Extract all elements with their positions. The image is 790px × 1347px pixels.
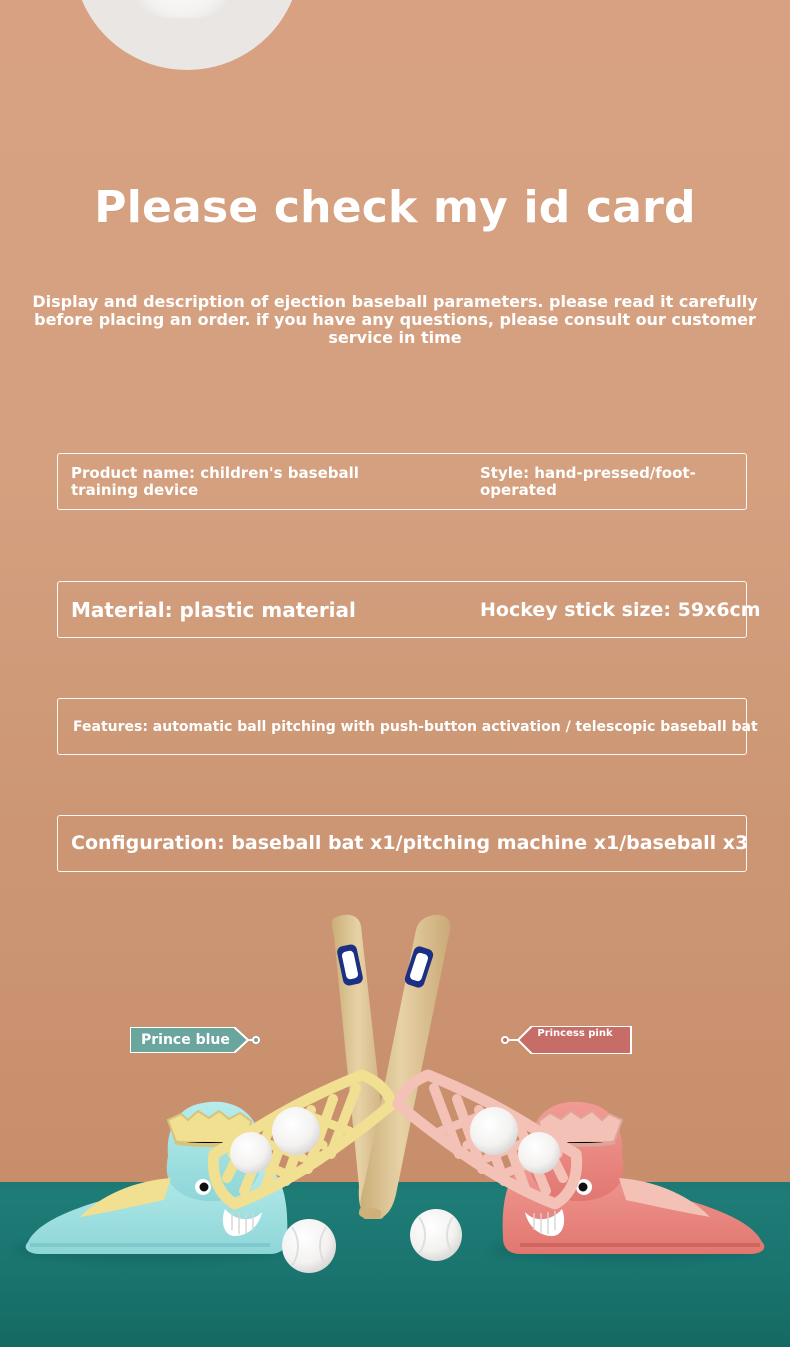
baseball-icon	[272, 1107, 320, 1155]
info-card-material-size	[57, 581, 761, 638]
baseball-icon	[470, 1107, 518, 1155]
info-card-features	[57, 698, 758, 755]
label-princess-pink-text: Princess pink	[537, 1028, 613, 1039]
size-text: Hockey stick size: 59x6cm	[480, 599, 761, 621]
label-prince-blue	[130, 1027, 261, 1053]
baseball-icon	[122, 0, 242, 18]
features-text: Features: automatic ball pitching with push-button activation / telescopic baseball bat	[73, 719, 758, 735]
baseball-icon	[410, 1209, 462, 1261]
material-text: Material: plastic material	[71, 598, 356, 622]
info-card-product-style	[57, 453, 747, 510]
info-card-configuration	[57, 815, 747, 872]
product-illustration	[0, 890, 790, 1347]
label-prince-blue-text: Prince blue	[141, 1032, 230, 1048]
top-partial-ball	[73, 0, 301, 70]
baseball-icon	[230, 1132, 272, 1174]
baseball-icon	[518, 1132, 560, 1174]
product-name-text: Product name: children's baseball training device	[71, 464, 359, 499]
pitching-machine-blue-icon	[26, 1075, 392, 1254]
page-title: Please check my id card	[94, 182, 696, 233]
product-scene	[0, 890, 790, 1347]
label-princess-pink	[498, 1026, 634, 1054]
intro-text: Display and description of ejection baseball parameters. please read it carefully before placing an order. if you have any questions, please consult our customer service in time	[32, 292, 758, 347]
configuration-text: Configuration: baseball bat x1/pitching machine x1/baseball x3	[71, 832, 749, 854]
baseball-icon	[282, 1219, 336, 1273]
style-text: Style: hand-pressed/foot-operated	[480, 464, 696, 499]
